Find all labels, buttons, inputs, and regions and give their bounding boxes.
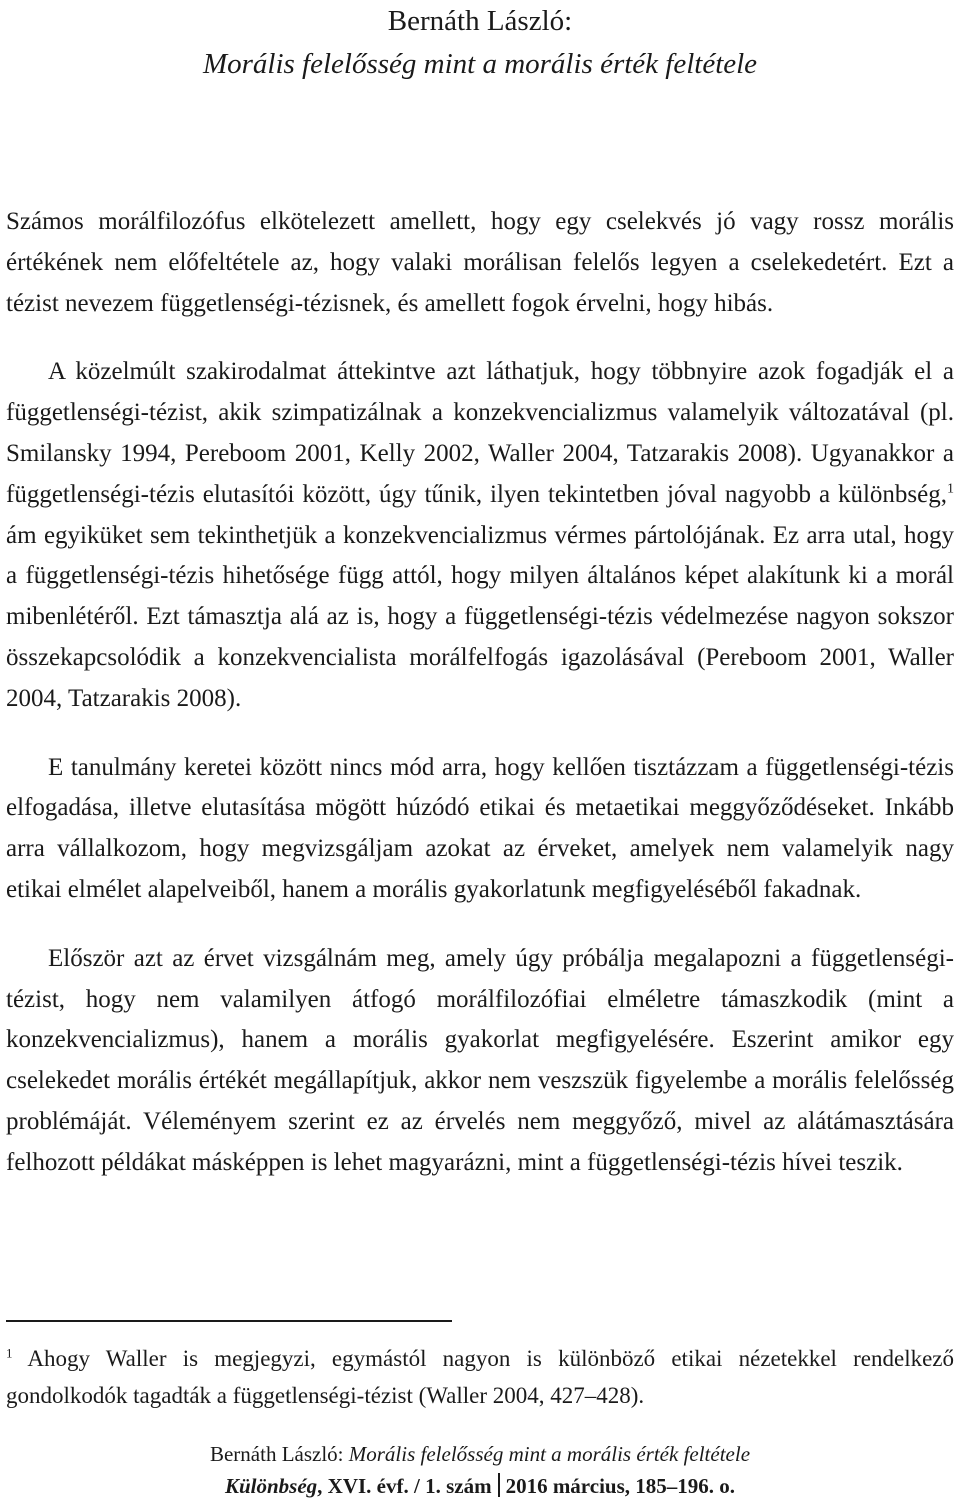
paragraph-4: Először azt az érvet vizsgálnám meg, amely úgy próbálja megalapozni a függetlenségi-tézist, hogy nem valamilyen átfogó morálfilozófiai elméletre támaszkodik (mint a konzekvencializmus), hanem a morális gyakorlat megfigyelésére. Eszerint amikor egy cselekedet morális értékét megállapítjuk, akkor nem veszszük figyelembe a morális felelősség problémáját. Véleményem szerint ez az érvelés nem meggyőző, mivel az alátámasztására felhozott példákat másképpen is lehet magyarázni, mint a függetlenségi-tézis hívei teszik.: [6, 944, 954, 1176]
article-body: [6, 202, 954, 1184]
footnote-text: Ahogy Waller is megjegyzi, egymástól nagyon is különböző etikai nézetekkel rendelkező gondolkodók tagadták a függetlenségi-tézist (Waller 2004, 427–428).: [6, 1346, 954, 1408]
page-footer: [0, 1438, 960, 1502]
footer-line-2: [0, 1470, 960, 1502]
footnote-number: 1: [6, 1345, 13, 1361]
article-author: Bernáth László:: [387, 5, 573, 37]
article-header: [0, 2, 960, 88]
footer-volume: , XVI. évf. / 1. szám: [317, 1474, 492, 1498]
footer-separator: [498, 1473, 500, 1497]
footer-journal: Különbség: [224, 1474, 318, 1498]
paragraph-3: E tanulmány keretei között nincs mód arra, hogy kellően tisztázzam a függetlenségi-tézis elfogadása, illetve elutasítása mögött húzódó etikai és metaetikai meggyőződéseket. Inkább arra vállalkozom, hogy megvizsgáljam azokat az érveket, amelyek nem valamelyik nagy etikai elmélet alapelveiből, hanem a morális gyakorlatunk megfigyeléséből fakadnak.: [6, 753, 954, 903]
footer-line-1: [0, 1438, 960, 1470]
footnote-reference[interactable]: 1: [947, 481, 954, 497]
footer-date-pages: 2016 március, 185–196. o.: [505, 1474, 736, 1498]
paragraph-1: Számos morálfilozófus elkötelezett amellett, hogy egy cselekvés jó vagy rossz morális értékének nem előfeltétele az, hogy valaki morálisan felelős legyen a cselekedetért. Ezt a tézist nevezem függetlenségi-tézisnek, és amellett fogok érvelni, hogy hibás.: [6, 208, 954, 317]
footer-title: Morális felelősség mint a morális érték feltétele: [348, 1442, 751, 1466]
footnote: [6, 1340, 954, 1414]
footer-author: Bernáth László:: [209, 1442, 349, 1466]
paragraph-2: [6, 352, 954, 719]
footnote-divider: [6, 1320, 452, 1322]
article-title: Morális felelősség mint a morális érték feltétele: [202, 48, 758, 80]
paragraph-2-text-before: A közelmúlt szakirodalmat áttekintve azt láthatjuk, hogy többnyire azok fogadják el a függetlenségi-tézist, akik szimpatizálnak a konzekvencializmus valamelyik változatával (pl. Smilansky 1994, Pereboom 2001, Kelly 2002, Waller 2004, Tatzarakis 2008). Ugyanakkor a függetlenségi-tézis elutasítói között, úgy tűnik, ilyen tekintetben jóval nagyobb a különbség,: [6, 358, 954, 508]
paragraph-2-text-after: ám egyiküket sem tekinthetjük a konzekvencializmus vérmes pártolójának. Ez arra utal, hogy a függetlenségi-tézis hihetősége függ attól, hogy milyen általános képet alakítunk ki a morál mibenlétéről. Ezt támasztja alá az is, hogy a függetlenségi-tézis védelmezése nagyon sokszor összekapcsolódik a konzekvencialista morálfelfogás igazolásával (Pereboom 2001, Waller 2004, Tatzarakis 2008).: [6, 521, 954, 712]
